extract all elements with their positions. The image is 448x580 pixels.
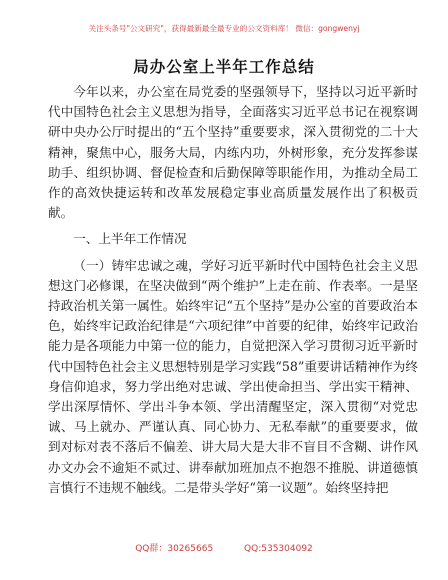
document-title: 局办公室上半年工作总结 — [133, 57, 315, 76]
qq-group-text: QQ群：30265665 — [135, 544, 214, 554]
intro-paragraph: 今年以来，办公室在局党委的坚强领导下，坚持以习近平新时代中国特色社会主义思想为指导，全面落实习近平总书记在视察调研中央办公厅时提出的“五个坚持”重要要求，深入贯彻党的二十大精神，聚焦中心，服务大局，内练内功，外树形象，充分发挥参谋助手、组织协调、督促检查和后勤保障等职能作用，为推动全局工作的高效快捷运转和改革发展稳定事业高质量发展作出了积极贡献。 — [48, 84, 418, 221]
footer-contacts — [0, 541, 448, 554]
qq-contact-text: QQ:535304092 — [244, 544, 313, 554]
document-body — [48, 82, 418, 498]
section-heading: 一、上半年工作情况 — [73, 231, 187, 247]
section-paragraph: （一）铸牢忠诚之魂，学好习近平新时代中国特色社会主义思想这门必修课，在坚决做到“两个维护”上走在前、作表率。一是坚持政治机关第一属性。始终牢记“五个坚持”是办公室的首要政治本色，始终牢记政治纪律是“六项纪律”中首要的纪律，始终牢记政治能力是各项能力中第一位的能力，自觉把深入学习贯彻习近平新时代中国特色社会主义思想特别是学习实践“58”重要讲话精神作为终身信仰追求，努力学出绝对忠诚、学出使命担当、学出实干精神、学出深厚情怀、学出斗争本领、学出清醒坚定，深入贯彻“对党忠诚、马上就办、严谨认真、同心协力、无私奉献”的重要要求，做到对标对表不落后不偏差、讲大局大是大非不盲目不含糊、讲作风办文办会不逾矩不贰过、讲奉献加班加点不抱怨不推脱、讲道德慎言慎行不违规不触线。二是带头学好“第一议题”。始终坚持把 — [48, 257, 418, 495]
header-banner: 关注头条号"公文研究"，获得最新最全最专业的公文资料库！ 微信：gongwenyj — [88, 24, 360, 33]
